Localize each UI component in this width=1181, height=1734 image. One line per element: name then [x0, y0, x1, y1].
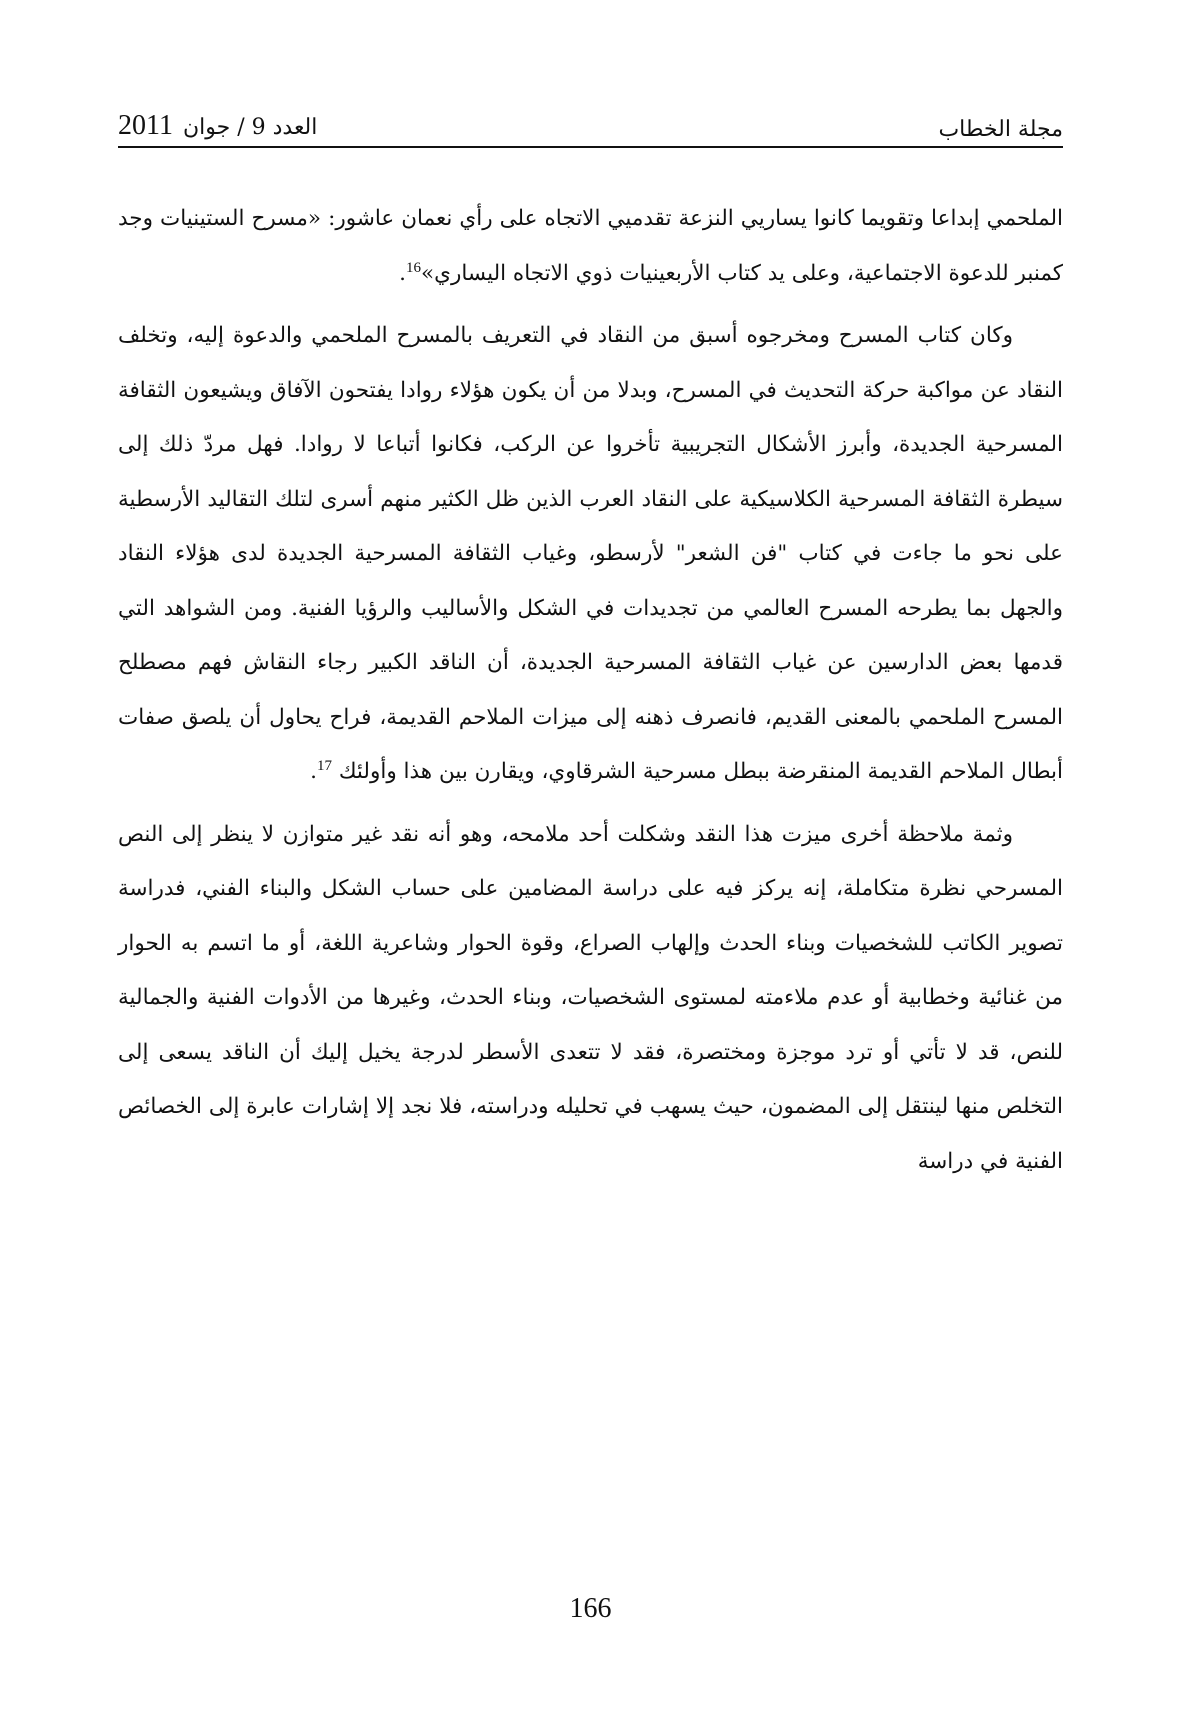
paragraph-1	[118, 192, 1063, 301]
page-header	[118, 108, 1063, 148]
issue-info	[118, 110, 317, 142]
footnote-ref-16: 16	[405, 259, 421, 276]
article-body	[118, 192, 1063, 1197]
paragraph-2-text: وكان كتاب المسرح ومخرجوه أسبق من النقاد في التعريف بالمسرح الملحمي والدعوة إليه، وتخلف النقاد عن مواكبة حركة التحديث في المسرح، وبدلا من أن يكون هؤلاء روادا يفتحون الآفاق ويشيعون الثقافة المسرحية الجديدة، وأبرز الأشكال التجريبية تأخروا عن الركب، فكانوا أتباعا لا روادا. فهل مردّ ذلك إلى سيطرة الثقافة المسرحية الكلاسيكية على النقاد العرب الذين ظل الكثير منهم أسرى لتلك التقاليد الأرسطية على نحو ما جاءت في كتاب "فن الشعر" لأرسطو، وغياب الثقافة المسرحية الجديدة لدى هؤلاء النقاد والجهل بما يطرحه المسرح العالمي من تجديدات في الشكل والأساليب والرؤيا الفنية. ومن الشواهد التي قدمها بعض الدارسين عن غياب الثقافة المسرحية الجديدة، أن الناقد الكبير رجاء النقاش فهم مصطلح المسرح الملحمي بالمعنى القديم، فانصرف ذهنه إلى ميزات الملاحم القديمة، فراح يحاول أن يلصق صفات أبطال الملاحم القديمة المنقرضة ببطل مسرحية الشرقاوي، ويقارن بين هذا وأولئك	[118, 323, 1063, 784]
paragraph-1-end: .	[399, 260, 406, 286]
footnote-ref-17: 17	[316, 757, 332, 774]
paragraph-2-end: .	[310, 759, 317, 784]
paragraph-3-text: وثمة ملاحظة أخرى ميزت هذا النقد وشكلت أحد ملامحه، وهو أنه نقد غير متوازن لا ينظر إلى النص المسرحي نظرة متكاملة، إنه يركز فيه على دراسة المضامين على حساب الشكل والبناء الفني، فدراسة تصوير الكاتب للشخصيات وبناء الحدث وإلهاب الصراع، وقوة الحوار وشاعرية اللغة، أو ما اتسم به الحوار من غنائية وخطابية أو عدم ملاءمته لمستوى الشخصيات، وبناء الحدث، وغيرها من الأدوات الفنية والجمالية للنص، قد لا تأتي أو ترد موجزة ومختصرة، فقد لا تتعدى الأسطر لدرجة يخيل إليك أن الناقد يسعى إلى التخلص منها لينتقل إلى المضمون، حيث يسهب في تحليله ودراسته، فلا نجد إلا إشارات عابرة إلى الخصائص الفنية في دراسة	[118, 821, 1063, 1174]
journal-title: مجلة الخطاب	[938, 117, 1063, 142]
paragraph-2	[118, 309, 1063, 800]
paragraph-3	[118, 808, 1063, 1190]
issue-year: 2011	[118, 110, 173, 141]
page-number: 166	[569, 1593, 612, 1624]
paragraph-1-text: الملحمي إبداعا وتقويما كانوا يساريي النزعة تقدميي الاتجاه على رأي نعمان عاشور: «مسرح الستينيات وجد كمنبر للدعوة الاجتماعية، وعلى يد كتاب الأربعينيات ذوي الاتجاه اليساري»	[118, 206, 1063, 286]
issue-label: العدد 9 / جوان	[182, 115, 318, 140]
